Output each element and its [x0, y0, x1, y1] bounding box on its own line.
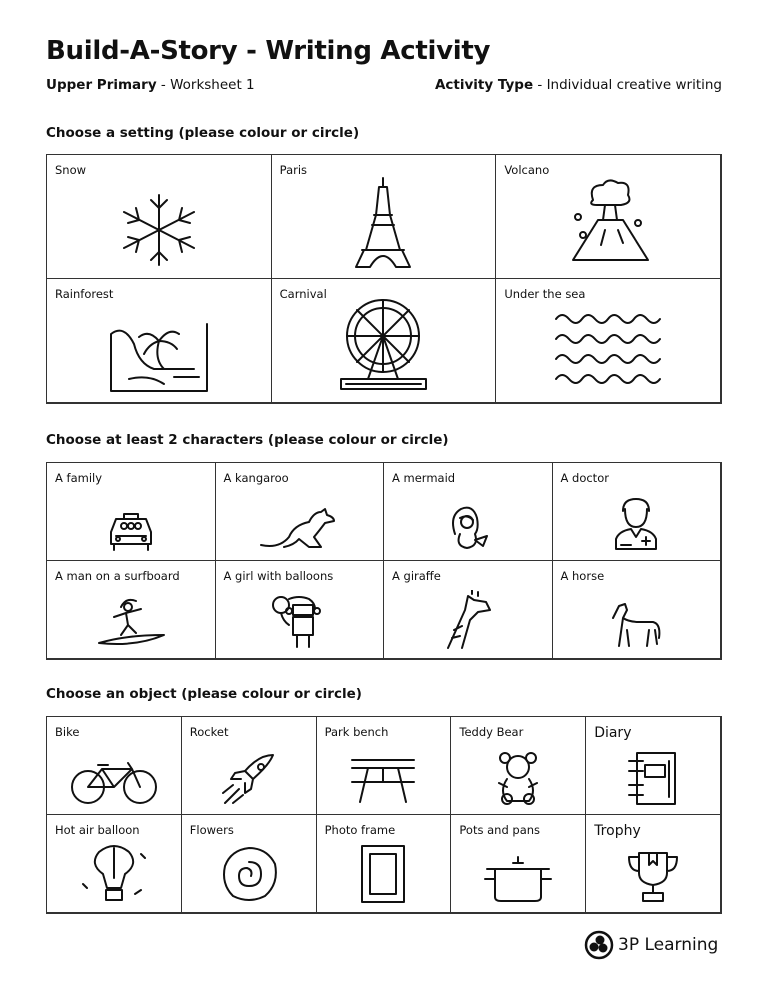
option-label: Paris — [279, 163, 308, 177]
option-a-family[interactable] — [47, 463, 216, 561]
rose-icon — [182, 844, 316, 904]
bench-icon — [317, 756, 451, 806]
option-label: A giraffe — [392, 569, 441, 583]
kangaroo-icon — [216, 507, 384, 552]
option-hot-air-balloon[interactable] — [47, 815, 182, 913]
option-label: Photo frame — [324, 823, 396, 837]
option-pots-and-pans[interactable] — [451, 815, 586, 913]
option-park-bench[interactable] — [317, 717, 452, 815]
option-label: Diary — [594, 725, 632, 741]
doctor-icon — [553, 497, 721, 552]
option-flowers[interactable] — [182, 815, 317, 913]
page-title: Build-A-Story - Writing Activity — [46, 36, 491, 66]
surfer-icon — [47, 595, 215, 650]
option-label: A horse — [560, 569, 605, 583]
option-rainforest[interactable] — [47, 279, 272, 403]
option-carnival[interactable] — [272, 279, 497, 403]
option-a-giraffe[interactable] — [384, 561, 553, 659]
girl-balloon-icon — [216, 595, 384, 650]
diary-icon — [586, 751, 720, 806]
option-rocket[interactable] — [182, 717, 317, 815]
option-label: A kangaroo — [223, 471, 289, 485]
option-volcano[interactable] — [496, 155, 721, 279]
trophy-icon — [586, 849, 720, 904]
option-a-mermaid[interactable] — [384, 463, 553, 561]
ferris-wheel-icon — [272, 294, 496, 394]
option-diary[interactable] — [586, 717, 721, 815]
bike-icon — [47, 761, 181, 806]
option-label: Carnival — [279, 287, 327, 301]
option-label: Hot air balloon — [55, 823, 140, 837]
section-heading-setting: Choose a setting (please colour or circle) — [46, 125, 360, 141]
option-a-doctor[interactable] — [553, 463, 722, 561]
section-heading-object: Choose an object (please colour or circle) — [46, 686, 362, 702]
option-photo-frame[interactable] — [317, 815, 452, 913]
waves-icon — [496, 309, 720, 394]
option-label: Snow — [55, 163, 87, 177]
giraffe-icon — [384, 590, 552, 650]
option-label: A doctor — [560, 471, 609, 485]
option-a-kangaroo[interactable] — [216, 463, 385, 561]
palm-tree-icon — [47, 319, 271, 394]
characters-table — [46, 462, 722, 660]
3p-logo-icon — [584, 930, 614, 960]
option-a-horse[interactable] — [553, 561, 722, 659]
option-teddy-bear[interactable] — [451, 717, 586, 815]
level-info: Upper Primary - Worksheet 1 — [46, 77, 255, 93]
option-bike[interactable] — [47, 717, 182, 815]
eiffel-tower-icon — [272, 175, 496, 270]
snowflake-icon — [47, 190, 271, 270]
option-label: Pots and pans — [459, 823, 541, 837]
option-label: Park bench — [324, 725, 389, 739]
mermaid-icon — [384, 504, 552, 552]
option-label: Trophy — [594, 823, 641, 839]
option-snow[interactable] — [47, 155, 272, 279]
rocket-icon — [182, 751, 316, 806]
option-a-man-on-a-surfboard[interactable] — [47, 561, 216, 659]
activity-type-info: Activity Type - Individual creative writing — [434, 77, 722, 93]
option-paris[interactable] — [272, 155, 497, 279]
volcano-icon — [496, 175, 720, 270]
option-label: Under the sea — [504, 287, 586, 301]
option-label: Volcano — [504, 163, 550, 177]
object-table — [46, 716, 722, 914]
setting-table — [46, 154, 722, 404]
pot-icon — [451, 849, 585, 904]
brand-logo: 3P Learning — [584, 930, 718, 960]
teddy-bear-icon — [451, 751, 585, 806]
option-label: Bike — [55, 725, 80, 739]
frame-icon — [317, 844, 451, 904]
option-label: A family — [55, 471, 103, 485]
family-car-icon — [47, 510, 215, 552]
option-label: Rocket — [189, 725, 229, 739]
horse-icon — [553, 600, 721, 650]
option-under-the-sea[interactable] — [496, 279, 721, 403]
option-label: A man on a surfboard — [55, 569, 180, 583]
option-trophy[interactable] — [586, 815, 721, 913]
option-label: Teddy Bear — [459, 725, 524, 739]
section-heading-characters: Choose at least 2 characters (please colour or circle) — [46, 432, 449, 448]
option-label: A girl with balloons — [223, 569, 334, 583]
option-a-girl-with-balloons[interactable] — [216, 561, 385, 659]
option-label: Flowers — [189, 823, 234, 837]
option-label: A mermaid — [392, 471, 456, 485]
balloon-icon — [47, 844, 181, 904]
option-label: Rainforest — [55, 287, 114, 301]
